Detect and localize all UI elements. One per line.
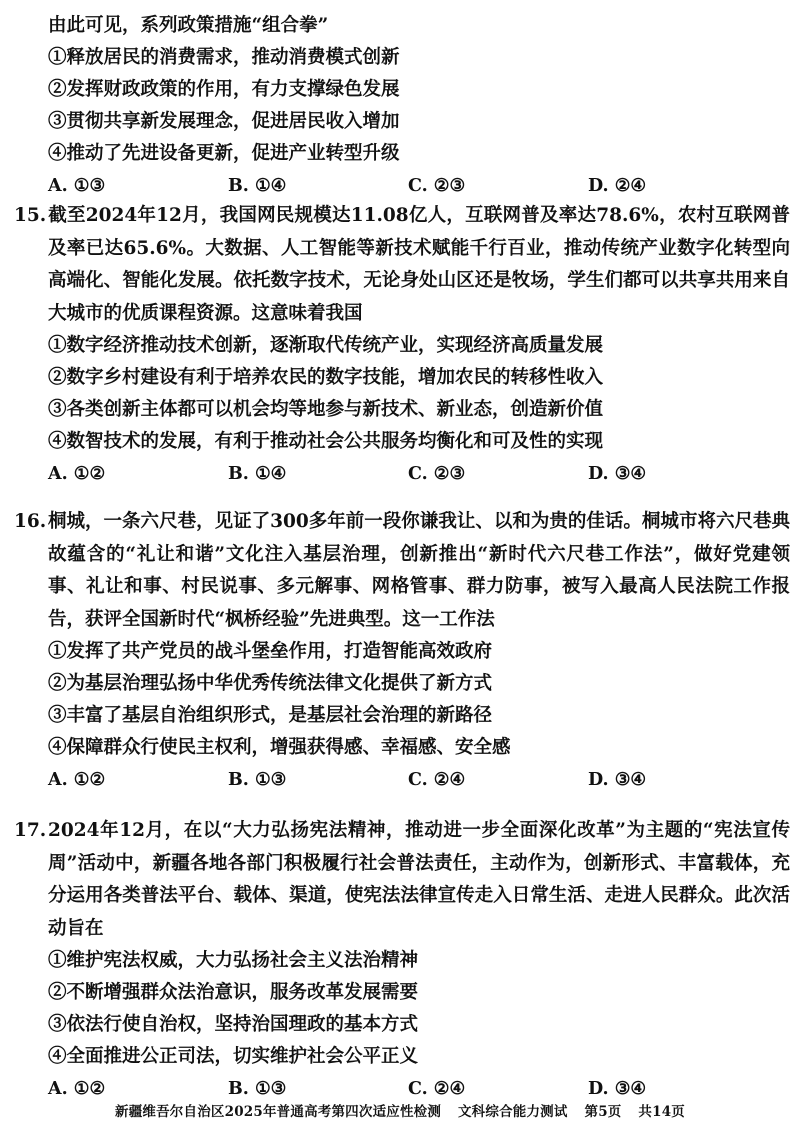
option-3: ③依法行使自治权，坚持治国理政的基本方式 [48,1014,419,1035]
option-4: ④全面推进公正司法，切实维护社会公平正义 [48,1046,419,1067]
question-stem: 由此可见，系列政策措施“组合拳” [48,15,329,36]
option-4: ④推动了先进设备更新，促进产业转型升级 [48,143,400,164]
question-text: 桐城，一条六尺巷，见证了300多年前一段你谦我让、以和为贵的佳话。桐城市将六尺巷典故蕴含的“礼让和谐”文化注入基层治理，创新推出“新时代六尺巷工作法”，做好党建领事、礼让和事、村民说事、多元解事、网格管事、群力防事，被写入最高人民法院工作报告，获评全国新时代“枫桥经验”先进典型。这一工作法 [48,511,790,630]
question-14-continuation [48,10,788,202]
option-1: ①释放居民的消费需求，推动消费模式创新 [48,47,400,68]
options [14,330,790,490]
question-stem [14,506,790,636]
answer-choices [48,458,790,490]
option-4: ④保障群众行使民主权利，增强获得感、幸福感、安全感 [48,737,511,758]
answer-choices [48,170,788,202]
option-3: ③各类创新主体都可以机会均等地参与新技术、新业态，创造新价值 [48,399,604,420]
choice-d: D. ②④ [588,176,647,196]
option-3: ③贯彻共享新发展理念，促进居民收入增加 [48,111,400,132]
choice-c: C. ②④ [408,770,466,790]
option-2: ②发挥财政政策的作用，有力支撑绿色发展 [48,79,400,100]
option-4: ④数智技术的发展，有利于推动社会公共服务均衡化和可及性的实现 [48,431,604,452]
choice-b: B. ①④ [228,176,287,196]
choice-c: C. ②③ [408,176,466,196]
option-3: ③丰富了基层自治组织形式，是基层社会治理的新路径 [48,705,493,726]
question-stem [14,815,790,945]
option-2: ②为基层治理弘扬中华优秀传统法律文化提供了新方式 [48,673,493,694]
choice-b: B. ①③ [228,770,287,790]
question-number: 15. [14,205,47,226]
option-2: ②数字乡村建设有利于培养农民的数字技能，增加农民的转移性收入 [48,367,604,388]
choice-a: A. ①② [48,464,106,484]
choice-d: D. ③④ [588,464,647,484]
question-15 [14,200,790,490]
page-footer [0,1100,800,1120]
question-number: 17. [14,820,47,841]
choice-d: D. ③④ [588,770,647,790]
question-16 [14,506,790,796]
choice-c: C. ②③ [408,464,466,484]
total-pages: 共14页 [638,1104,685,1120]
answer-choices [48,764,790,796]
choice-b: B. ①④ [228,464,287,484]
choice-a: A. ①③ [48,176,106,196]
subject-name: 文科综合能力测试 [457,1104,568,1120]
page-number: 第5页 [584,1104,622,1120]
choice-b: B. ①③ [228,1079,287,1099]
question-stem [14,200,790,330]
choice-a: A. ①② [48,770,106,790]
question-17 [14,815,790,1105]
choice-c: C. ②④ [408,1079,466,1099]
option-1: ①数字经济推动技术创新，逐渐取代传统产业，实现经济高质量发展 [48,335,604,356]
option-2: ②不断增强群众法治意识，服务改革发展需要 [48,982,419,1003]
options [14,945,790,1105]
options [14,636,790,796]
choice-d: D. ③④ [588,1079,647,1099]
question-number: 16. [14,511,47,532]
question-text: 2024年12月，在以“大力弘扬宪法精神，推动进一步全面深化改革”为主题的“宪法宣传周”活动中，新疆各地各部门积极履行社会普法责任，主动作为，创新形式、丰富载体，充分运用各类普法平台、载体、渠道，使宪法法律宣传走入日常生活、走进人民群众。此次活动旨在 [48,820,790,939]
exam-title: 新疆维吾尔自治区2025年普通高考第四次适应性检测 [115,1104,442,1120]
option-1: ①维护宪法权威，大力弘扬社会主义法治精神 [48,950,419,971]
option-1: ①发挥了共产党员的战斗堡垒作用，打造智能高效政府 [48,641,493,662]
choice-a: A. ①② [48,1079,106,1099]
question-text: 截至2024年12月，我国网民规模达11.08亿人，互联网普及率达78.6%，农村互联网普及率已达65.6%。大数据、人工智能等新技术赋能千行百业，推动传统产业数字化转型向高端化、智能化发展。依托数字技术，无论身处山区还是牧场，学生们都可以共享共用来自大城市的优质课程资源。这意味着我国 [48,205,790,324]
